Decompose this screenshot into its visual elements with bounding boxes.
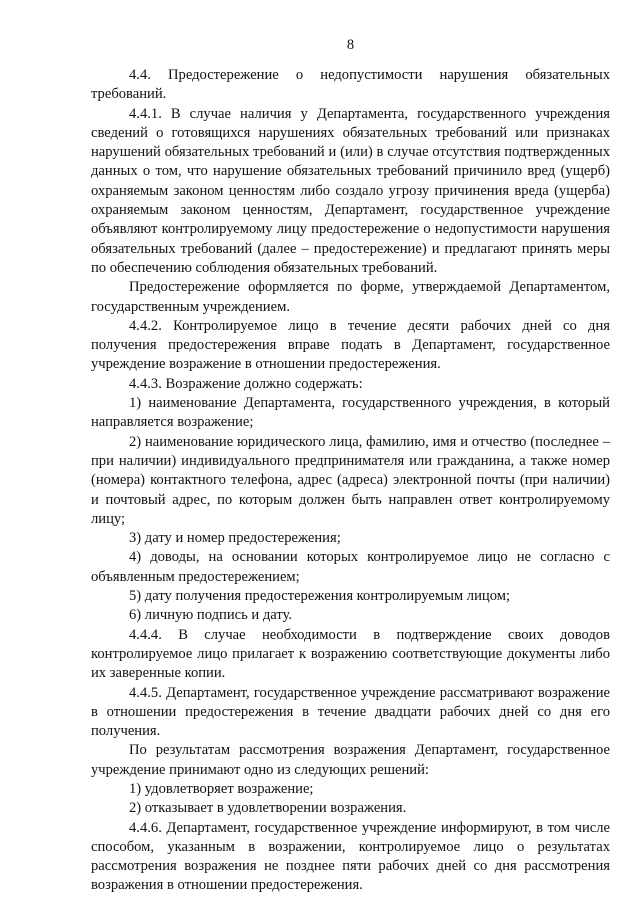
paragraph-4-4-4: 4.4.4. В случае необходимости в подтверждение своих доводов контролируемое лицо прилагает к возражению соответствующие документы либо их заверенные копии. xyxy=(91,626,610,682)
decision-item-2: 2) отказывает в удовлетворении возражения. xyxy=(129,800,407,817)
list-item-5: 5) дату получения предостережения контролируемым лицом; xyxy=(129,588,511,605)
document-body xyxy=(91,66,610,896)
page-number: 8 xyxy=(346,37,355,53)
list-item-4: 4) доводы, на основании которых контролируемое лицо не согласно с объявленным предостережением; xyxy=(91,549,610,585)
paragraph-4-4-2: 4.4.2. Контролируемое лицо в течение десяти рабочих дней со дня получения предостережения вправе подать в Департамент, государственное учреждение возражение в отношении предостережения. xyxy=(91,317,610,373)
paragraph-4-4-3: 4.4.3. Возражение должно содержать: xyxy=(129,375,363,392)
list-item-3: 3) дату и номер предостережения; xyxy=(129,530,341,547)
paragraph-4-4-1: 4.4.1. В случае наличия у Департамента, государственного учреждения сведений о готовящихся нарушениях обязательных требований или признаках нарушений обязательных требований и (или) в случае отсутствия подтвержденных данных о том, что нарушение обязательных требований причинило вред (ущерб) охраняемым законом ценностям либо создало угрозу причинения вреда (ущерба) охраняемым законом ценностям, Департамент, государственное учреждение объявляют контролируемому лицу предостережение о недопустимости нарушения обязательных требований (далее – предостережение) и предлагают принять меры по обеспечению соблюдения обязательных требований. xyxy=(91,105,610,276)
list-item-1: 1) наименование Департамента, государственного учреждения, в который направляется возражение; xyxy=(91,395,610,431)
list-item-2: 2) наименование юридического лица, фамилию, имя и отчество (последнее – при наличии) индивидуального предпринимателя или гражданина, а также номер (номера) контактного телефона, адрес (адреса) электронной почты (при наличии) и почтовый адрес, по которым должен быть направлен ответ контролируемому лицу; xyxy=(91,433,610,527)
paragraph-warning-form: Предостережение оформляется по форме, утверждаемой Департаментом, государственным учреждением. xyxy=(91,279,610,315)
paragraph-review-results: По результатам рассмотрения возражения Департамент, государственное учреждение принимают одно из следующих решений: xyxy=(91,742,610,778)
paragraph-4-4-5: 4.4.5. Департамент, государственное учреждение рассматривают возражение в отношении предостережения в течение двадцати рабочих дней со дня его получения. xyxy=(91,684,610,740)
decision-item-1: 1) удовлетворяет возражение; xyxy=(129,780,314,797)
list-item-6: 6) личную подпись и дату. xyxy=(129,607,293,624)
paragraph-4-4: 4.4. Предостережение о недопустимости нарушения обязательных требований. xyxy=(91,67,610,103)
paragraph-4-4-6: 4.4.6. Департамент, государственное учреждение информируют, в том числе способом, указанным в возражении, контролируемое лицо о результатах рассмотрения возражения не позднее пяти рабочих дней со дня рассмотрения возражения в отношении предостережения. xyxy=(91,819,610,894)
